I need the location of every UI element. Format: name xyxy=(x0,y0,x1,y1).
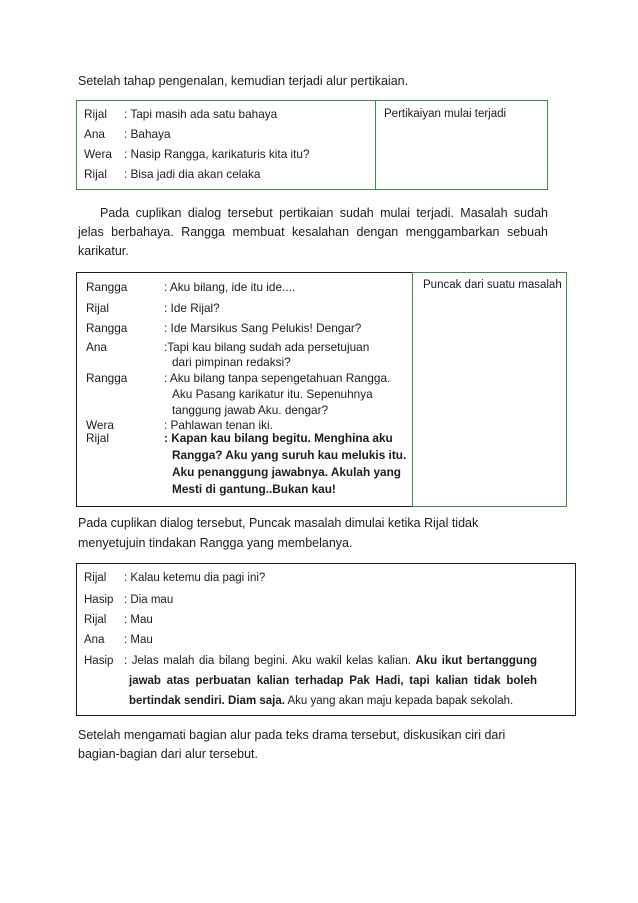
climax-note-cell xyxy=(412,272,567,507)
dialog-line: : Tapi masih ada satu bahaya xyxy=(124,107,278,121)
dialog-line-bold-continuation: Aku penanggung jawabnya. Akulah yang xyxy=(172,465,401,479)
dialog-text-segment-bold: jawab atas perbuatan kalian terhadap Pak Hadi, tapi kalian tidak boleh xyxy=(129,675,537,687)
speaker-name: Rijal xyxy=(84,167,107,181)
speaker-name: Rijal xyxy=(84,614,107,626)
dialog-line: : Ide Rijal? xyxy=(164,301,220,315)
conflict-dialog-table xyxy=(76,100,548,190)
paragraph-line: bagian-bagian dari alur tersebut. xyxy=(78,747,258,761)
speaker-name: Rijal xyxy=(84,107,107,121)
dialog-line: : Mau xyxy=(124,634,153,646)
dialog-line-bold-continuation: Rangga? Aku yang suruh kau melukis itu. xyxy=(172,448,407,462)
speaker-name: Ana xyxy=(84,634,105,646)
dialog-line: : Bahaya xyxy=(124,127,171,141)
dialog-line: : Dia mau xyxy=(124,594,174,606)
third-dialog-table xyxy=(76,563,576,716)
paragraph-line: menyetujuin tindakan Rangga yang membelanya. xyxy=(78,536,353,550)
climax-dialog-cell xyxy=(76,272,413,507)
speaker-name: Rangga xyxy=(86,371,128,385)
paragraph-line: Pada cuplikan dialog tersebut pertikaian sudah mulai terjadi. Masalah sudah xyxy=(100,206,548,220)
dialog-line-continuation: dari pimpinan redaksi? xyxy=(172,355,291,369)
speaker-name: Rijal xyxy=(84,572,107,584)
speaker-name: Rangga xyxy=(86,280,128,294)
speaker-name: Ana xyxy=(84,127,105,141)
paragraph-line: Setelah mengamati bagian alur pada teks drama tersebut, diskusikan ciri dari xyxy=(78,728,506,742)
paragraph-line: karikatur. xyxy=(78,244,129,258)
dialog-line: : Bisa jadi dia akan celaka xyxy=(124,167,261,181)
dialog-text-segment-bold: Aku ikut bertanggung xyxy=(415,655,537,667)
dialog-line-continuation: tanggung jawab Aku. dengar? xyxy=(172,403,329,417)
speaker-name: Rijal xyxy=(86,431,109,445)
dialog-text-segment: Aku yang akan maju kepada bapak sekolah. xyxy=(284,695,514,707)
paragraph-line: jelas berbahaya. Rangga membuat kesalahan dengan menggambarkan sebuah xyxy=(78,225,548,239)
dialog-line-continuation xyxy=(129,674,537,688)
dialog-line: : Ide Marsikus Sang Pelukis! Dengar? xyxy=(164,321,362,335)
speaker-name: Rangga xyxy=(86,321,128,335)
dialog-line-continuation xyxy=(129,694,513,708)
dialog-line: : Mau xyxy=(124,614,153,626)
dialog-line: : Aku bilang tanpa sepengetahuan Rangga. xyxy=(164,371,391,385)
speaker-name: Ana xyxy=(86,340,107,354)
dialog-line: : Aku bilang, ide itu ide.... xyxy=(164,280,296,294)
speaker-name: Wera xyxy=(84,147,112,161)
dialog-line: : Nasip Rangga, karikaturis kita itu? xyxy=(124,147,310,161)
conflict-intro-text: Setelah tahap pengenalan, kemudian terjadi alur pertikaian. xyxy=(78,74,409,88)
speaker-name: Hasip xyxy=(84,655,114,667)
speaker-name: Hasip xyxy=(84,594,114,606)
dialog-line-continuation: Aku Pasang karikatur itu. Sepenuhnya xyxy=(172,387,373,401)
plot-stage-note: Pertikaiyan mulai terjadi xyxy=(384,108,507,120)
dialog-line-bold-continuation: Mesti di gantung..Bukan kau! xyxy=(172,482,336,496)
table-column-divider xyxy=(375,101,376,189)
dialog-line xyxy=(124,654,537,668)
paragraph-line: Pada cuplikan dialog tersebut, Puncak masalah dimulai ketika Rijal tidak xyxy=(78,516,479,530)
dialog-line: : Kalau ketemu dia pagi ini? xyxy=(124,572,266,584)
speaker-name: Wera xyxy=(86,418,114,432)
dialog-text-segment: : Jelas malah dia bilang begini. Aku wakil kelas kalian. xyxy=(124,655,416,667)
dialog-line: : Pahlawan tenan iki. xyxy=(164,418,273,432)
plot-stage-note: Puncak dari suatu masalah xyxy=(423,279,562,291)
speaker-name: Rijal xyxy=(86,301,109,315)
dialog-line-bold: : Kapan kau bilang begitu. Menghina aku xyxy=(164,431,393,445)
dialog-text-segment-bold: bertindak sendiri. Diam saja. xyxy=(129,695,285,707)
dialog-line: :Tapi kau bilang sudah ada persetujuan xyxy=(164,340,370,354)
